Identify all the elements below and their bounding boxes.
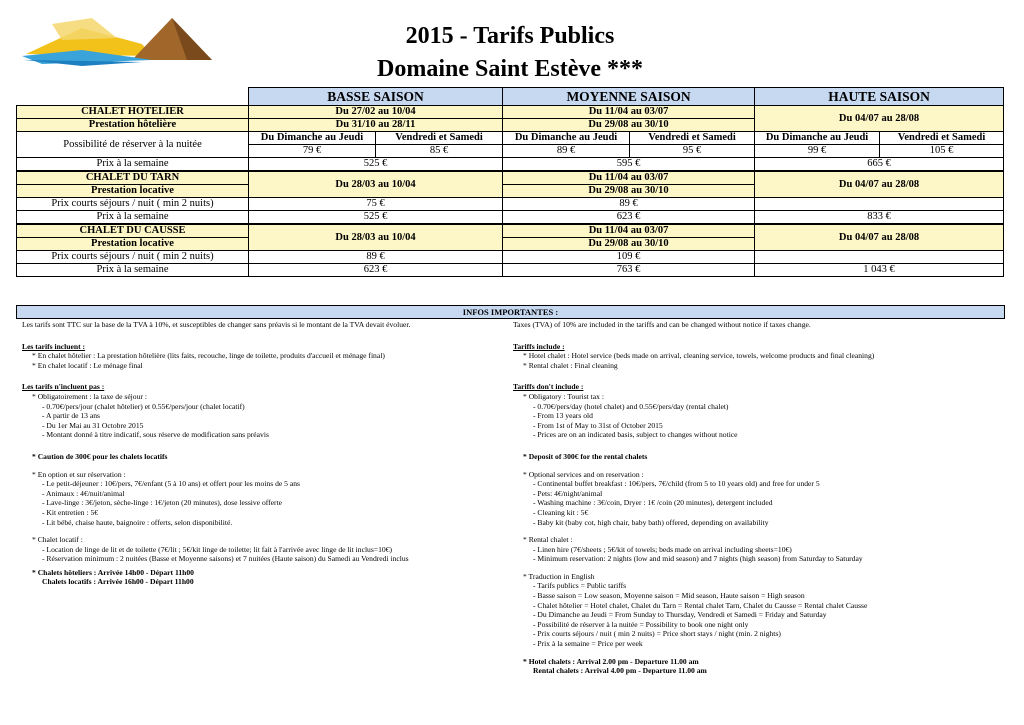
en-info-spacer: [513, 462, 1003, 470]
en-info-line: - Prix courts séjours / nuit ( min 2 nuits) = Price short stays / night (min. 2 nights): [533, 629, 781, 639]
tarn-short-moyenne: 89 €: [503, 198, 755, 211]
nightly-price-moyenne-fri-sat: 95 €: [630, 145, 755, 158]
fr-info-line: - Kit entretien : 5€: [42, 507, 99, 517]
page-title-line2: Domaine Saint Estève ***: [377, 56, 643, 82]
causse-moyenne-dates-2: Du 29/08 au 30/10: [503, 238, 755, 251]
en-info-line: Tariffs include :: [513, 341, 565, 351]
fr-info-line: - 0.70€/pers/jour (chalet hôtelier) et 0.55€/pers/jour (chalet locatif): [42, 401, 245, 411]
fr-info-line: - Location de linge de lit et de toilette (7€/lit ; 5€/kit linge de toilette; lit fait à l'arrivée avec linge de lit inclus=10€): [42, 544, 393, 554]
en-info-line: - Tarifs publics = Public tariffs: [533, 581, 627, 591]
en-info-line: - Washing machine : 3€/coin, Dryer : 1€ /coin (20 minutes), detergent included: [533, 498, 773, 508]
fr-info-line: - A partir de 13 ans: [42, 411, 100, 421]
fr-info-line: - Montant donné à titre indicatif, sous réserve de modification sans préavis: [42, 430, 269, 440]
en-info-line: - Cleaning kit : 5€: [533, 507, 589, 517]
chalet-tarn-type: Prestation locative: [17, 185, 249, 198]
hotelier-basse-dates-1: Du 27/02 au 10/04: [249, 106, 503, 119]
page-title-line1: 2015 - Tarifs Publics: [405, 23, 615, 49]
causse-moyenne-dates-1: Du 11/04 au 03/07: [503, 224, 755, 238]
day-header-haute-sun-thu: Du Dimanche au Jeudi: [755, 132, 880, 145]
fr-info-line: * Caution de 300€ pour les chalets locatifs: [32, 451, 168, 461]
chalet-hotelier-name: CHALET HOTELIER: [17, 106, 249, 119]
nightly-price-haute-sun-thu: 99 €: [755, 145, 880, 158]
fr-info-spacer: [22, 330, 502, 342]
en-info-line: - Du Dimanche au Jeudi = From Sunday to Thursday, Vendredi et Samedi = Friday and Saturday: [533, 610, 827, 620]
causse-short-moyenne: 109 €: [503, 251, 755, 264]
en-info-line: - Continental buffet breakfast : 10€/pers, 7€/child (from 5 to 10 years old) and free for under 5: [533, 479, 820, 489]
en-info-line: * Traduction in English: [523, 571, 595, 581]
chalet-hotelier-type: Prestation hôtelière: [17, 119, 249, 132]
en-info-line: - Chalet hôtelier = Hotel chalet, Chalet du Tarn = Rental chalet Tarn, Chalet du Causse = Rental chalet Causse: [533, 600, 868, 610]
fr-info-line: * En option et sur réservation :: [32, 469, 126, 479]
reserve-nightly-label: Possibilité de réserver à la nuitée: [17, 132, 249, 158]
en-info-spacer: [513, 330, 1003, 342]
header-spacer: [17, 88, 249, 106]
hotelier-moyenne-dates-2: Du 29/08 au 30/10: [503, 119, 755, 132]
en-info-line: * Optional services and on reservation :: [523, 469, 644, 479]
chalet-causse-type: Prestation locative: [17, 238, 249, 251]
tarn-moyenne-dates-1: Du 11/04 au 03/07: [503, 171, 755, 185]
english-info-column: [513, 320, 1003, 676]
en-info-line: * Hotel chalet : Hotel service (beds made on arrival, cleaning service, towels, welcome products and final cleaning): [523, 351, 875, 361]
hotelier-moyenne-dates-1: Du 11/04 au 03/07: [503, 106, 755, 119]
tarn-short-haute: [755, 198, 1004, 211]
hotelier-basse-dates-2: Du 31/10 au 28/11: [249, 119, 503, 132]
tarn-haute-dates: Du 04/07 au 28/08: [755, 171, 1004, 198]
causse-short-haute: [755, 251, 1004, 264]
tarn-moyenne-dates-2: Du 29/08 au 30/10: [503, 185, 755, 198]
en-info-line: - From 13 years old: [533, 411, 593, 421]
day-header-basse-fri-sat: Vendredi et Samedi: [376, 132, 503, 145]
tarn-week-haute: 833 €: [755, 211, 1004, 225]
tarn-short-stay-label: Prix courts séjours / nuit ( min 2 nuits): [17, 198, 249, 211]
causse-haute-dates: Du 04/07 au 28/08: [755, 224, 1004, 251]
season-basse-header: BASSE SAISON: [249, 88, 503, 106]
en-info-line: - Basse saison = Low season, Moyenne saison = Mid season, Haute saison = High season: [533, 591, 805, 601]
fr-info-line: Les tarifs n'incluent pas :: [22, 382, 105, 392]
en-info-line: - Pets: 4€/night/animal: [533, 488, 603, 498]
tariff-table: [16, 87, 1004, 277]
causse-week-moyenne: 763 €: [503, 264, 755, 277]
tarn-week-label: Prix à la semaine: [17, 211, 249, 225]
fr-info-line: * En chalet hôtelier : La prestation hôtelière (lits faits, recouche, linge de toilette, produits d'accueil et ménage final): [32, 351, 385, 361]
hotelier-week-haute: 665 €: [755, 158, 1004, 172]
en-info-line: Taxes (TVA) of 10% are included in the tariffs and can be changed without notice if taxes change.: [513, 320, 811, 329]
en-info-line: * Rental chalet :: [523, 535, 573, 545]
hotelier-week-moyenne: 595 €: [503, 158, 755, 172]
en-info-line: - Minimum reservation: 2 nights (low and mid season) and 7 nights (high season) from Saturday to Saturday: [533, 554, 863, 564]
chalet-causse-name: CHALET DU CAUSSE: [17, 224, 249, 238]
en-info-spacer: [513, 370, 1003, 382]
tarn-week-moyenne: 623 €: [503, 211, 755, 225]
en-info-line: * Obligatory : Tourist tax :: [523, 391, 604, 401]
tarn-short-basse: 75 €: [249, 198, 503, 211]
en-info-spacer: [513, 564, 1003, 572]
causse-short-basse: 89 €: [249, 251, 503, 264]
fr-info-line: - Le petit-déjeuner : 10€/pers, 7€/enfant (5 à 10 ans) et offert pour les moins de 5 ans: [42, 479, 300, 489]
fr-info-line: Les tarifs incluent :: [22, 341, 86, 351]
en-info-spacer: [513, 649, 1003, 657]
causse-basse-dates: Du 28/03 au 10/04: [249, 224, 503, 251]
fr-info-line: * Chalets hôteliers : Arrivée 14h00 - Départ 11h00: [32, 567, 194, 577]
en-info-line: - Prices are on an indicated basis, subject to changes without notice: [533, 430, 738, 440]
day-header-moyenne-fri-sat: Vendredi et Samedi: [630, 132, 755, 145]
infos-importantes-header: INFOS IMPORTANTES :: [16, 305, 1005, 319]
en-info-line: * Hotel chalets : Arrival 2.00 pm - Departure 11.00 am: [523, 656, 699, 666]
en-info-line: Rental chalets : Arrival 4.00 pm - Departure 11.00 am: [533, 666, 707, 676]
fr-info-line: - Lit bébé, chaise haute, baignoire : offerts, selon disponibilité.: [42, 517, 233, 527]
fr-info-spacer: [22, 370, 502, 382]
chalet-tarn-name: CHALET DU TARN: [17, 171, 249, 185]
hotelier-week-label: Prix à la semaine: [17, 158, 249, 172]
nightly-price-moyenne-sun-thu: 89 €: [503, 145, 630, 158]
tarn-basse-dates: Du 28/03 au 10/04: [249, 171, 503, 198]
season-moyenne-header: MOYENNE SAISON: [503, 88, 755, 106]
en-info-line: - Possibilité de réserver à la nuitée = Possibility to book one night only: [533, 619, 749, 629]
hotelier-week-basse: 525 €: [249, 158, 503, 172]
en-info-line: * Rental chalet : Final cleaning: [523, 360, 618, 370]
en-info-line: Tariffs don't include :: [513, 382, 584, 392]
french-info-column: [22, 320, 502, 587]
en-info-line: - Baby kit (baby cot, high chair, baby bath) offered, depending on availability: [533, 517, 769, 527]
fr-info-line: * Obligatoirement : la taxe de séjour :: [32, 391, 147, 401]
tarn-week-basse: 525 €: [249, 211, 503, 225]
causse-week-label: Prix à la semaine: [17, 264, 249, 277]
en-info-line: - Linen hire (7€/sheets ; 5€/kit of towels; beds made on arrival including sheets=10€): [533, 544, 792, 554]
fr-info-spacer: [22, 462, 502, 470]
en-info-spacer: [513, 527, 1003, 535]
fr-info-line: - Animaux : 4€/nuit/animal: [42, 488, 125, 498]
fr-info-spacer: [22, 440, 502, 452]
en-info-line: - Prix à la semaine = Price per week: [533, 639, 643, 649]
causse-short-stay-label: Prix courts séjours / nuit ( min 2 nuits): [17, 251, 249, 264]
fr-info-line: * Chalet locatif :: [32, 535, 83, 545]
en-info-spacer: [513, 440, 1003, 452]
en-info-line: * Deposit of 300€ for the rental chalets: [523, 451, 648, 461]
causse-week-basse: 623 €: [249, 264, 503, 277]
day-header-moyenne-sun-thu: Du Dimanche au Jeudi: [503, 132, 630, 145]
day-header-basse-sun-thu: Du Dimanche au Jeudi: [249, 132, 376, 145]
fr-info-line: - Réservation minimum : 2 nuitées (Basse et Moyenne saisons) et 7 nuitées (Haute saison) du Samedi au Vendredi inclus: [42, 554, 409, 564]
fr-info-line: Les tarifs sont TTC sur la base de la TVA à 10%, et susceptibles de changer sans préavis si le montant de la TVA devait évoluer.: [22, 320, 411, 329]
fr-info-line: - Lave-linge : 3€/jeton, sèche-linge : 1€/jeton (20 minutes), dose lessive offerte: [42, 498, 283, 508]
nightly-price-basse-sun-thu: 79 €: [249, 145, 376, 158]
nightly-price-basse-fri-sat: 85 €: [376, 145, 503, 158]
nightly-price-haute-fri-sat: 105 €: [880, 145, 1004, 158]
fr-info-spacer: [22, 527, 502, 535]
causse-week-haute: 1 043 €: [755, 264, 1004, 277]
season-haute-header: HAUTE SAISON: [755, 88, 1004, 106]
fr-info-line: - Du 1er Mai au 31 Octobre 2015: [42, 420, 144, 430]
en-info-line: - From 1st of May to 31st of October 2015: [533, 420, 663, 430]
day-header-haute-fri-sat: Vendredi et Samedi: [880, 132, 1004, 145]
en-info-line: - 0.70€/pers/day (hotel chalet) and 0.55€/pers/day (rental chalet): [533, 401, 729, 411]
hotelier-haute-dates: Du 04/07 au 28/08: [755, 106, 1004, 132]
fr-info-line: Chalets locatifs : Arrivée 16h00 - Départ 11h00: [42, 577, 194, 587]
fr-info-line: * En chalet locatif : Le ménage final: [32, 360, 143, 370]
domaine-logo: [22, 16, 217, 66]
